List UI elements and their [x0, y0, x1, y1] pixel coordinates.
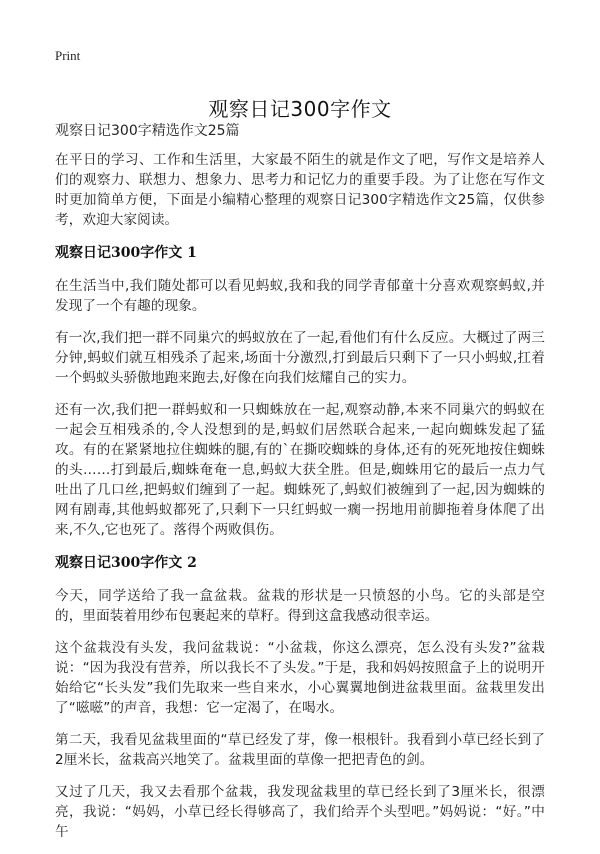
section-heading: 观察日记300字作文 2 — [55, 555, 197, 571]
paragraph: 在生活当中,我们随处都可以看见蚂蚁,我和我的同学青郁童十分喜欢观察蚂蚁,并发现了一个有趣的现象。 — [55, 278, 545, 314]
page-title: 观察日记300字作文 — [208, 97, 392, 122]
print-label[interactable]: Print — [55, 48, 81, 63]
intro-paragraph: 在平日的学习、工作和生活里，大家最不陌生的就是作文了吧，写作文是培养人们的观察力、联想力、想象力、思考力和记忆力的重要手段。为了让您在写作文时更加简单方便，下面是小编精心整理的观察日记300字精选作文25篇，仅供参考，欢迎大家阅读。 — [55, 152, 545, 228]
paragraph: 还有一次,我们把一群蚂蚁和一只蜘蛛放在一起,观察动静,本来不同巢穴的蚂蚁在一起会互相残杀的,令人没想到的是,蚂蚁们居然联合起来,一起向蜘蛛发起了猛攻。有的在紧紧地拉住蜘蛛的腿,有的`在撕咬蜘蛛的身体,还有的死死地按住蜘蛛的头……打到最后,蜘蛛奄奄一息,蚂蚁大获全胜。但是,蜘蛛用它的最后一点力气吐出了几口丝,把蚂蚁们缠到了一起。蜘蛛死了,蚂蚁们被缠到了一起,因为蜘蛛的网有剧毒,其他蚂蚁都死了,只剩下一只红蚂蚁一瘸一拐地用前脚拖着身体爬了出来,不久,它也死了。落得个两败俱伤。 — [55, 402, 545, 538]
paragraph: 今天，同学送给了我一盒盆栽。盆栽的形状是一只愤怒的小鸟。它的头部是空的，里面装着用纱布包裹起来的草籽。得到这盒我感动很幸运。 — [55, 588, 545, 624]
section-heading: 观察日记300字作文 1 — [55, 245, 197, 261]
paragraph: 又过了几天，我又去看那个盆栽，我发现盆栽里的草已经长到了3厘米长，很漂亮，我说：“妈妈，小草已经长得够高了，我们给弄个头型吧。”妈妈说：“好。”中午 — [55, 784, 545, 840]
article-body — [55, 150, 545, 854]
subtitle: 观察日记300字精选作文25篇 — [55, 123, 240, 139]
paragraph: 第二天，我看见盆栽里面的“草已经发了芽，像一根根针。我看到小草已经长到了2厘米长，盆栽高兴地笑了。盆栽里面的草像一把把青色的剑。 — [55, 732, 545, 768]
paragraph: 这个盆栽没有头发，我问盆栽说：“小盆栽，你这么漂亮，怎么没有头发?”盆栽说：“因为我没有营养，所以我长不了头发。”于是，我和妈妈按照盒子上的说明开始给它“长头发”我们先取来一些自来水，小心翼翼地倒进盆栽里面。盆栽里发出了“嗞嗞”的声音，我想：它一定渴了，在喝水。 — [55, 640, 545, 716]
paragraph: 有一次,我们把一群不同巢穴的蚂蚁放在了一起,看他们有什么反应。大概过了两三分钟,蚂蚁们就互相残杀了起来,场面十分激烈,打到最后只剩下了一只小蚂蚁,扛着一个蚂蚁头骄傲地跑来跑去,好像在向我们炫耀自己的实力。 — [55, 330, 545, 386]
